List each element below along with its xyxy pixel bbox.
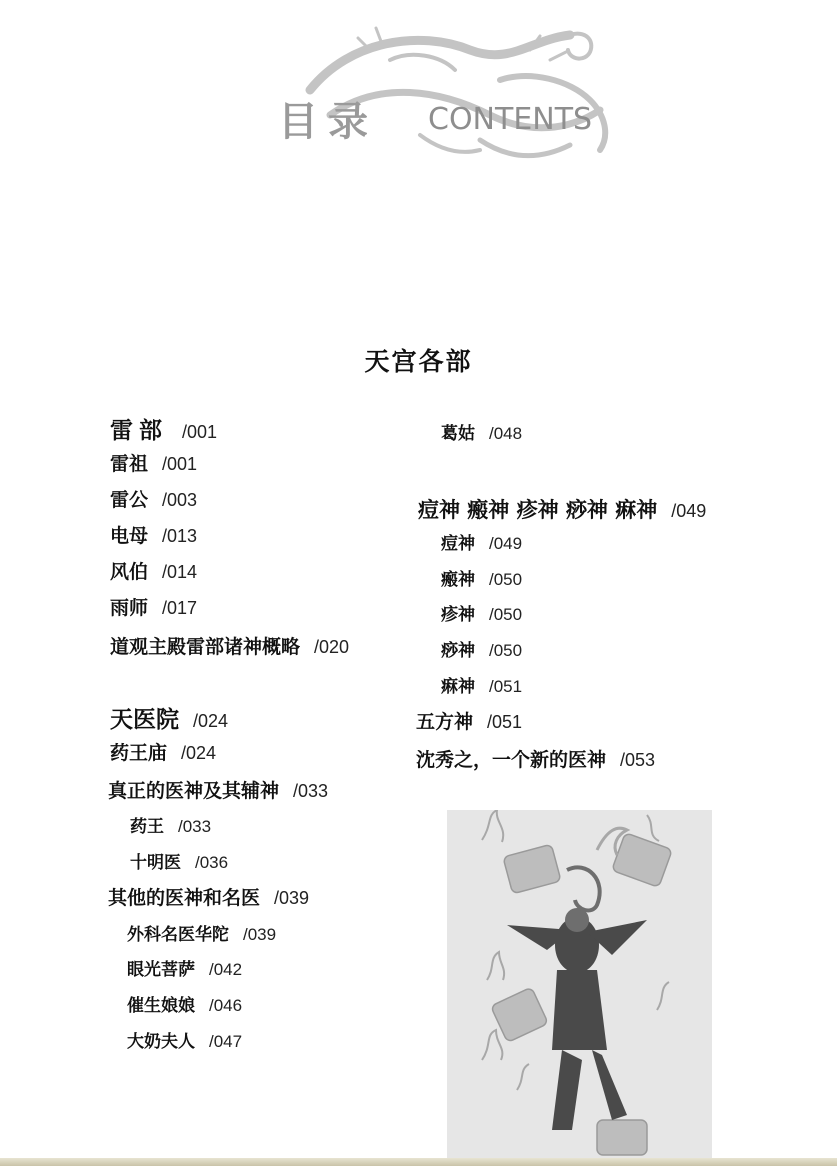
toc-entry-title: 天医院 — [110, 707, 179, 733]
toc-entry-page: /049 — [671, 501, 707, 521]
toc-entry-title: 眼光菩萨 — [127, 960, 195, 980]
toc-entry-page: /013 — [162, 526, 198, 546]
toc-entry[interactable] — [418, 500, 706, 521]
toc-entry[interactable] — [110, 599, 197, 618]
section-title: 天宫各部 — [364, 347, 473, 376]
toc-entry-page: /050 — [489, 570, 523, 589]
toc-entry-page: /049 — [489, 534, 523, 553]
toc-entry[interactable] — [108, 782, 328, 801]
toc-entry-page: /003 — [162, 490, 198, 510]
toc-entry-title: 葛姑 — [441, 424, 475, 444]
toc-entry[interactable] — [110, 744, 216, 763]
toc-entry-title: 药王 — [130, 817, 164, 837]
toc-entry[interactable] — [130, 854, 228, 872]
toc-entry-page: /042 — [209, 960, 243, 979]
toc-entry-title: 风伯 — [110, 561, 149, 583]
toc-entry-page: /001 — [162, 454, 198, 474]
toc-entry[interactable] — [127, 961, 242, 979]
toc-entry-page: /047 — [209, 1032, 243, 1051]
toc-entry[interactable] — [127, 926, 276, 944]
toc-entry-title: 雷部 — [110, 418, 168, 444]
toc-entry-title: 电母 — [110, 525, 149, 547]
toc-entry-title: 十明医 — [130, 853, 181, 873]
toc-entry[interactable] — [441, 571, 522, 589]
toc-entry-page: /039 — [243, 925, 277, 944]
toc-entry-page: /001 — [182, 422, 218, 442]
toc-entry-title: 痘神 — [441, 534, 475, 554]
toc-entry[interactable] — [127, 1033, 242, 1051]
toc-entry-title: 疹神 — [441, 605, 475, 625]
toc-entry-page: /017 — [162, 598, 198, 618]
toc-entry[interactable] — [110, 455, 197, 474]
toc-entry-title: 外科名医华陀 — [127, 925, 229, 945]
toc-entry-page: /051 — [487, 712, 523, 732]
toc-entry-title: 雨师 — [110, 597, 149, 619]
toc-entry-page: /046 — [209, 996, 243, 1015]
toc-entry-page: /051 — [489, 677, 523, 696]
toc-entry-title: 其他的医神和名医 — [108, 887, 261, 909]
toc-title-english: CONTENTS — [428, 102, 593, 137]
toc-entry[interactable] — [441, 535, 522, 553]
toc-entry-page: /050 — [489, 605, 523, 624]
toc-entry-title: 药王庙 — [110, 742, 168, 764]
toc-entry-page: /048 — [489, 424, 523, 443]
toc-entry[interactable] — [441, 606, 522, 624]
toc-entry-title: 道观主殿雷部诸神概略 — [110, 636, 301, 658]
contents-header — [270, 20, 650, 170]
toc-entry-title: 痧神 — [441, 641, 475, 661]
toc-entry[interactable] — [110, 491, 197, 510]
toc-entry-title: 沈秀之，一个新的医神 — [416, 749, 607, 771]
toc-entry-title: 五方神 — [416, 711, 474, 733]
toc-entry[interactable] — [110, 527, 197, 546]
toc-entry-page: /053 — [620, 750, 656, 770]
toc-entry-page: /014 — [162, 562, 198, 582]
toc-entry[interactable] — [110, 563, 197, 582]
toc-entry[interactable] — [127, 997, 242, 1015]
thunder-god-illustration — [447, 810, 712, 1160]
toc-entry[interactable] — [110, 709, 228, 732]
toc-entry[interactable] — [441, 425, 522, 443]
toc-entry[interactable] — [441, 678, 522, 696]
toc-entry-page: /033 — [293, 781, 329, 801]
toc-entry[interactable] — [110, 420, 217, 443]
toc-entry-page: /039 — [274, 888, 310, 908]
toc-entry-title: 痘神 瘢神 疹神 痧神 痳神 — [418, 498, 658, 522]
toc-entry-title: 雷祖 — [110, 453, 149, 475]
toc-entry[interactable] — [130, 818, 211, 836]
toc-entry-page: /024 — [181, 743, 217, 763]
page-bottom-edge — [0, 1158, 837, 1166]
toc-entry-page: /050 — [489, 641, 523, 660]
toc-entry[interactable] — [110, 638, 349, 657]
toc-entry-title: 痳神 — [441, 677, 475, 697]
toc-entry[interactable] — [416, 713, 522, 732]
toc-entry[interactable] — [416, 751, 655, 770]
toc-entry-title: 真正的医神及其辅神 — [108, 780, 280, 802]
toc-entry-title: 大奶夫人 — [127, 1032, 195, 1052]
toc-entry-page: /024 — [193, 711, 229, 731]
toc-title-chinese: 目录 — [278, 99, 378, 145]
toc-entry[interactable] — [441, 642, 522, 660]
toc-entry-page: /036 — [195, 853, 229, 872]
toc-entry-title: 瘢神 — [441, 570, 475, 590]
toc-entry-page: /020 — [314, 637, 350, 657]
toc-entry[interactable] — [108, 889, 309, 908]
toc-entry-title: 雷公 — [110, 489, 149, 511]
toc-entry-title: 催生娘娘 — [127, 996, 195, 1016]
toc-entry-page: /033 — [178, 817, 212, 836]
